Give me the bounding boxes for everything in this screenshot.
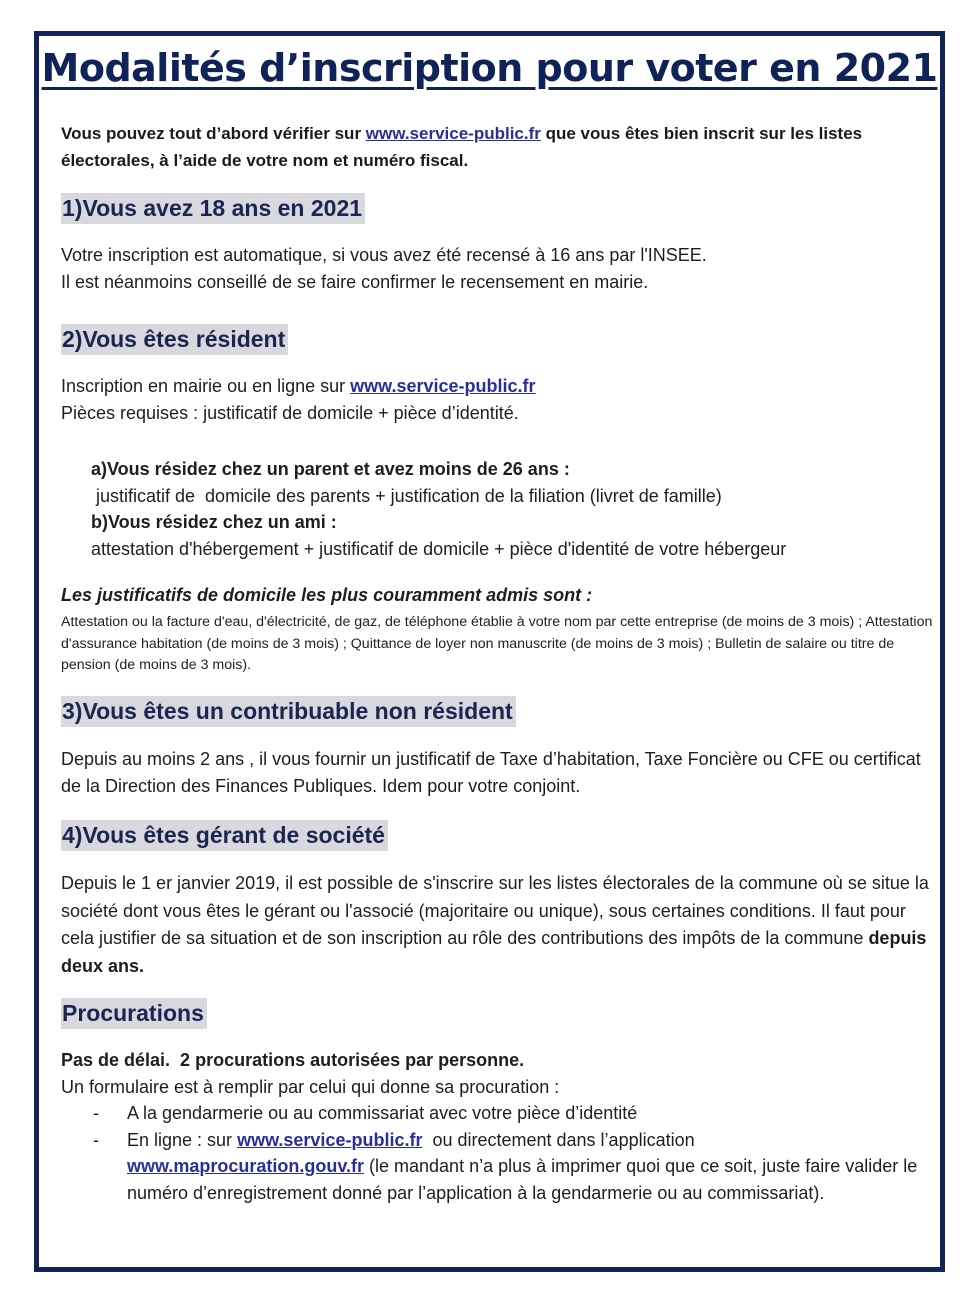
procurations-list [61, 1100, 921, 1206]
service-public-link[interactable]: www.service-public.fr [237, 1129, 423, 1150]
procurations-intro: Pas de délai. 2 procurations autorisées par personne. Un formulaire est à remplir par celui qui donne sa procuration : [61, 1050, 560, 1097]
document-frame [34, 31, 945, 1272]
section-4-body: Depuis le 1 er janvier 2019, il est possible de s'inscrire sur les listes électorales de la commune où se situe la société dont vous êtes le gérant ou l'associé (majoritaire ou unique), sous certaines conditions. Il faut pour cela justifier de sa situation et de son inscription au rôle des contributions des impôts de la commune depuis deux ans. [61, 873, 929, 976]
maprocuration-link[interactable]: www.maprocuration.gouv.fr [127, 1156, 365, 1176]
section-heading-4: 4)Vous êtes gérant de société [61, 820, 388, 851]
section-heading-2: 2)Vous êtes résident [61, 324, 288, 355]
section-2-body: Inscription en mairie ou en ligne sur www.service-public.fr Pièces requises : justificatif de domicile + pièce d’identité. [61, 376, 536, 423]
bullet-dash: - [93, 1103, 99, 1123]
bullet-dash: - [93, 1129, 99, 1150]
domicile-proof-list: Attestation ou la facture d'eau, d'électricité, de gaz, de téléphone établie à votre nom par cette entreprise (de moins de 3 mois) ; Attestation d'assurance habitation (de moins de 3 mois) ; Quittance de loyer non manuscrite (de moins de 3 mois) ; Bulletin de salaire ou titre de pension (de moins de 3 mois). [61, 614, 933, 673]
section-heading-procurations: Procurations [61, 998, 207, 1029]
section-3-body: Depuis au moins 2 ans , il vous fournir un justificatif de Taxe d’habitation, Taxe Foncière ou CFE ou certificat de la Direction des Finances Publiques. Idem pour votre conjoint. [61, 749, 921, 796]
intro-paragraph: Vous pouvez tout d’abord vérifier sur www.service-public.fr que vous êtes bien inscrit sur les listes électorales, à l’aide de votre nom et numéro fiscal. [61, 124, 863, 170]
service-public-link[interactable]: www.service-public.fr [365, 124, 541, 143]
case-b: b)Vous résidez chez un ami : attestation d'hébergement + justificatif de domicile + pièce d'identité de votre hébergeur [91, 512, 787, 559]
section-heading-3: 3)Vous êtes un contribuable non résident [61, 696, 516, 727]
domicile-proof-heading: Les justificatifs de domicile les plus couramment admis sont : [61, 585, 593, 605]
list-item: - En ligne : sur www.service-public.fr ou directement dans l’application www.maprocuration.gouv.fr (le mandant n’a plus à imprimer quoi que ce soit, juste faire valider le numéro d’enregistrement donné par l’application à la gendarmerie ou au commissariat). [61, 1127, 921, 1207]
section-heading-1: 1)Vous avez 18 ans en 2021 [61, 193, 365, 224]
section-1-body: Votre inscription est automatique, si vous avez été recensé à 16 ans par l'INSEE. Il est néanmoins conseillé de se faire confirmer le recensement en mairie. [61, 245, 707, 292]
service-public-link[interactable]: www.service-public.fr [350, 376, 536, 396]
document-title: Modalités d’inscription pour voter en 2021 [41, 46, 938, 90]
list-item: - A la gendarmerie ou au commissariat avec votre pièce d’identité [61, 1100, 921, 1127]
case-a: a)Vous résidez chez un parent et avez moins de 26 ans : justificatif de domicile des parents + justification de la filiation (livret de famille) [91, 459, 722, 506]
